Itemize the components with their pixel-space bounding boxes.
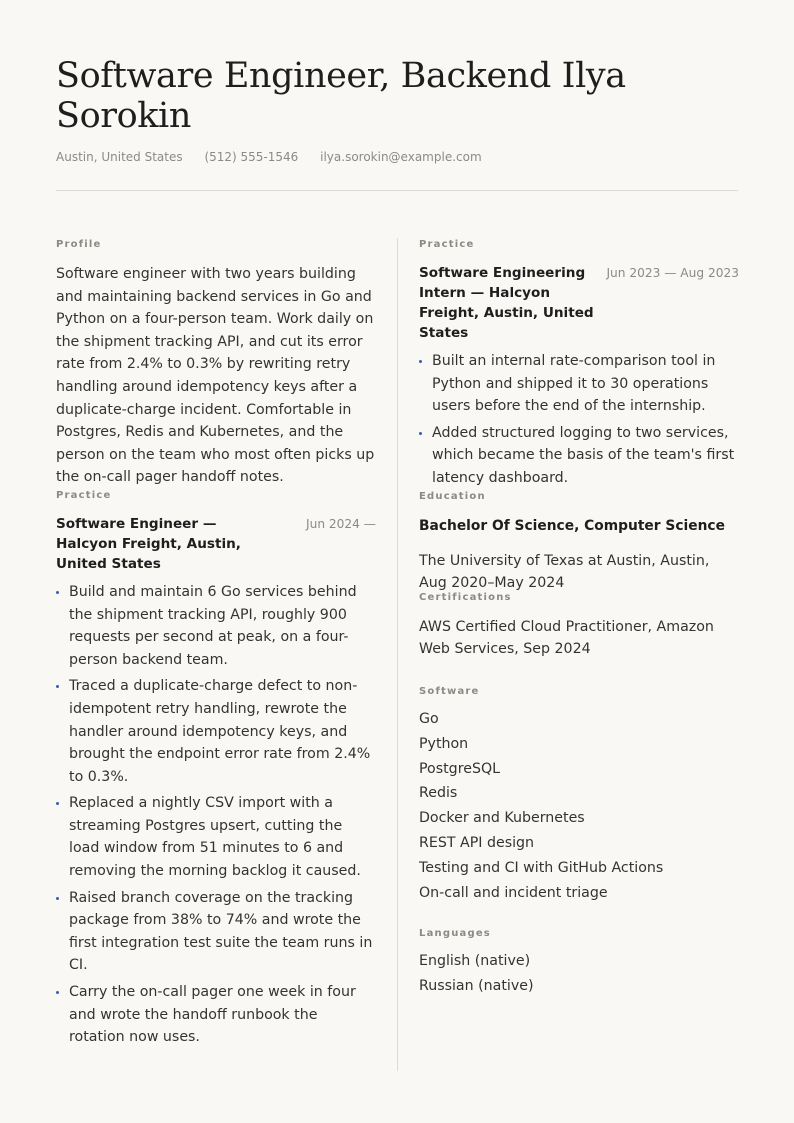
right-column <box>419 238 739 999</box>
list-item: On-call and incident triage <box>419 884 608 901</box>
list-item: English (native) <box>419 953 531 970</box>
list-item: Build and maintain 6 Go services behind the shipment tracking API, roughly 900 requests per second at peak, on a four-person backend team. <box>56 581 376 671</box>
certifications-label: Certifications <box>419 591 512 603</box>
job-dates-main: Jun 2024 — <box>306 516 376 531</box>
list-item: Carry the on-call pager one week in four and wrote the handoff runbook the rotation now uses. <box>56 981 376 1049</box>
list-item: Built an internal rate-comparison tool in Python and shipped it to 30 operations users before the end of the internship. <box>419 350 739 418</box>
contact-phone: (512) 555-1546 <box>204 150 299 164</box>
software-label: Software <box>419 685 480 697</box>
header-divider <box>56 190 738 191</box>
resume-page <box>56 0 738 1123</box>
list-item: Testing and CI with GitHub Actions <box>419 859 664 876</box>
contact-email: ilya.sorokin@example.com <box>320 150 482 164</box>
education-degree: Bachelor Of Science, Computer Science <box>419 517 725 534</box>
list-item: REST API design <box>419 834 535 851</box>
languages-list <box>419 949 739 999</box>
list-item: Traced a duplicate-charge defect to non-idempotent retry handling, rewrote the handler around idempotency keys, and brought the endpoint error rate from 2.4% to 0.3%. <box>56 675 376 788</box>
list-item: PostgreSQL <box>419 760 501 777</box>
practice-intern-label: Practice <box>419 239 475 250</box>
job-bullets-main <box>56 581 376 1049</box>
column-divider <box>397 238 398 1071</box>
list-item: Replaced a nightly CSV import with a streaming Postgres upsert, cutting the load window from 51 minutes to 6 and removing the morning backlog it caused. <box>56 792 376 882</box>
list-item: Added structured logging to two services, which became the basis of the team's first latency dashboard. <box>419 422 739 490</box>
software-list <box>419 707 739 905</box>
candidate-name: Software Engineer, Backend Ilya Sorokin <box>56 56 626 136</box>
job-header-main <box>56 514 376 574</box>
profile-text: Software engineer with two years building and maintaining backend services in Go and Python on a four-person team. Work daily on the shipment tracking API, and cut its error rate from 2.4% to 0.3% by rewriting retry handling around idempotency keys after a duplicate-charge incident. Comfortable in Postgres, Redis and Kubernetes, and the person on the team who most often picks up the on-call pager handoff notes. <box>56 266 375 486</box>
job-title-main: Software Engineer — Halcyon Freight, Austin, United States <box>56 515 241 572</box>
list-item: Go <box>419 710 439 727</box>
education-label: Education <box>419 490 486 502</box>
list-item: Russian (native) <box>419 978 534 995</box>
job-header-intern <box>419 263 739 343</box>
job-dates-intern: Jun 2023 — Aug 2023 <box>606 266 739 280</box>
education-school: The University of Texas at Austin, Austin, Aug 2020–May 2024 <box>419 552 710 592</box>
list-item: Docker and Kubernetes <box>419 810 585 827</box>
certifications-text: AWS Certified Cloud Practitioner, Amazon Web Services, Sep 2024 <box>419 618 714 658</box>
languages-label: Languages <box>419 928 491 940</box>
job-title-intern: Software Engineering Intern — Halcyon Freight, Austin, United States <box>419 265 594 341</box>
contact-line <box>56 150 500 164</box>
profile-label: Profile <box>56 239 102 250</box>
list-item: Python <box>419 735 469 752</box>
list-item: Redis <box>419 785 458 802</box>
left-column <box>56 238 376 1053</box>
job-bullets-intern <box>419 350 739 490</box>
contact-location: Austin, United States <box>56 150 183 164</box>
practice-label: Practice <box>56 489 112 501</box>
list-item: Raised branch coverage on the tracking package from 38% to 74% and wrote the first integration test suite the team runs in CI. <box>56 887 376 977</box>
